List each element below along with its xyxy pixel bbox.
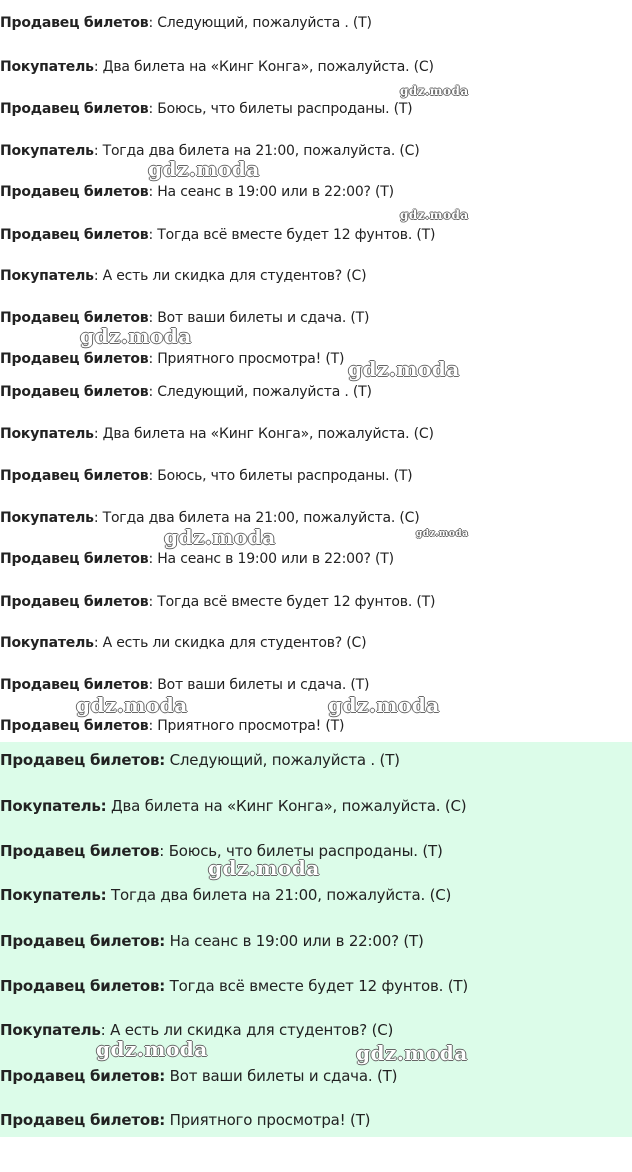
speaker-name: Продавец билетов — [0, 184, 149, 200]
line-text: Вот ваши билеты и сдача. (T) — [165, 1067, 398, 1085]
watermark: gdz.moda — [208, 856, 320, 880]
speaker-name: Продавец билетов: — [0, 1067, 166, 1085]
watermark: gdz.moda — [400, 208, 469, 222]
speaker-separator: : — [93, 59, 99, 75]
dialogue-line — [0, 267, 366, 285]
dialogue-line — [0, 886, 451, 904]
line-text: Следующий, пожалуйста . (T) — [152, 384, 372, 400]
line-text: А есть ли скидка для студентов? (C) — [98, 268, 367, 284]
dialogue-line — [0, 550, 394, 568]
speaker-separator: : — [148, 718, 153, 734]
line-text: Приятного просмотра! (T) — [152, 718, 345, 734]
speaker-separator: : — [100, 1021, 106, 1039]
line-text: А есть ли скидка для студентов? (C) — [98, 635, 367, 651]
line-text: Тогда два билета на 21:00, пожалуйста. (C) — [98, 143, 420, 159]
speaker-separator: : — [148, 468, 153, 484]
dialogue-line — [0, 634, 366, 652]
speaker-name: Продавец билетов: — [0, 1111, 166, 1129]
line-text: Два билета на «Кинг Конга», пожалуйста. (C) — [106, 797, 467, 815]
speaker-name: Продавец билетов — [0, 351, 149, 367]
dialogue-line — [0, 350, 344, 368]
line-text: А есть ли скидка для студентов? (C) — [105, 1021, 394, 1039]
watermark: gdz.moda — [400, 84, 469, 98]
line-text: На сеанс в 19:00 или в 22:00? (T) — [165, 932, 424, 950]
speaker-name: Покупатель — [0, 268, 94, 284]
speaker-name: Продавец билетов — [0, 551, 149, 567]
line-text: Боюсь, что билеты распроданы. (T) — [152, 468, 413, 484]
speaker-separator: : — [148, 227, 153, 243]
line-text: Вот ваши билеты и сдача. (T) — [152, 310, 370, 326]
line-text: Приятного просмотра! (T) — [152, 351, 345, 367]
line-text: На сеанс в 19:00 или в 22:00? (T) — [152, 184, 394, 200]
speaker-name: Покупатель — [0, 510, 94, 526]
speaker-name: Продавец билетов: — [0, 932, 166, 950]
watermark: gdz.moda — [148, 157, 260, 181]
speaker-separator: : — [93, 268, 99, 284]
dialogue-line — [0, 751, 400, 769]
watermark: gdz.moda — [356, 1041, 468, 1065]
watermark: gdz.moda — [80, 324, 192, 348]
speaker-name: Продавец билетов — [0, 101, 149, 117]
line-text: Два билета на «Кинг Конга», пожалуйста. (C) — [98, 426, 434, 442]
dialogue-line — [0, 717, 344, 735]
watermark: gdz.moda — [328, 693, 440, 717]
line-text: Тогда всё вместе будет 12 фунтов. (T) — [152, 227, 436, 243]
speaker-separator: : — [93, 143, 99, 159]
line-text: Следующий, пожалуйста . (T) — [152, 15, 372, 31]
speaker-separator: : — [148, 677, 153, 693]
speaker-name: Продавец билетов — [0, 468, 149, 484]
line-text: Приятного просмотра! (T) — [165, 1111, 371, 1129]
speaker-separator: : — [93, 510, 99, 526]
dialogue-line — [0, 593, 435, 611]
dialogue-line — [0, 100, 412, 118]
speaker-separator: : — [148, 384, 153, 400]
speaker-name: Покупатель: — [0, 797, 107, 815]
line-text: Два билета на «Кинг Конга», пожалуйста. (C) — [98, 59, 434, 75]
speaker-name: Продавец билетов — [0, 842, 160, 860]
speaker-name: Продавец билетов — [0, 718, 149, 734]
speaker-name: Покупатель — [0, 143, 94, 159]
speaker-name: Продавец билетов — [0, 15, 149, 31]
line-text: На сеанс в 19:00 или в 22:00? (T) — [152, 551, 394, 567]
dialogue-line — [0, 58, 434, 76]
watermark: gdz.moda — [76, 693, 188, 717]
speaker-name: Продавец билетов — [0, 594, 149, 610]
line-text: Тогда два билета на 21:00, пожалуйста. (C) — [106, 886, 452, 904]
line-text: Боюсь, что билеты распроданы. (T) — [164, 842, 443, 860]
speaker-name: Покупатель: — [0, 886, 107, 904]
dialogue-line — [0, 14, 372, 32]
speaker-name: Продавец билетов: — [0, 751, 166, 769]
line-text: Тогда два билета на 21:00, пожалуйста. (C) — [98, 510, 420, 526]
dialogue-line — [0, 1067, 397, 1085]
dialogue-line — [0, 977, 468, 995]
dialogue-line — [0, 676, 369, 694]
line-text: Вот ваши билеты и сдача. (T) — [152, 677, 370, 693]
dialogue-line — [0, 467, 412, 485]
line-text: Боюсь, что билеты распроданы. (T) — [152, 101, 413, 117]
speaker-separator: : — [148, 310, 153, 326]
speaker-name: Продавец билетов — [0, 310, 149, 326]
watermark: gdz.moda — [348, 357, 460, 381]
speaker-separator: : — [159, 842, 165, 860]
speaker-separator: : — [93, 426, 99, 442]
speaker-separator: : — [148, 184, 153, 200]
line-text: Тогда всё вместе будет 12 фунтов. (T) — [165, 977, 469, 995]
speaker-name: Покупатель — [0, 426, 94, 442]
watermark: gdz.moda — [96, 1037, 208, 1061]
speaker-name: Продавец билетов — [0, 227, 149, 243]
watermark: gdz.moda — [416, 529, 469, 539]
dialogue-line — [0, 1111, 370, 1129]
dialogue-line — [0, 932, 424, 950]
watermark: gdz.moda — [164, 525, 276, 549]
speaker-separator: : — [148, 551, 153, 567]
dialogue-line — [0, 226, 435, 244]
speaker-separator: : — [148, 351, 153, 367]
speaker-name: Продавец билетов — [0, 677, 149, 693]
dialogue-line — [0, 383, 372, 401]
speaker-separator: : — [148, 594, 153, 610]
speaker-name: Покупатель — [0, 59, 94, 75]
dialogue-line — [0, 425, 434, 443]
dialogue-line — [0, 183, 394, 201]
speaker-name: Покупатель — [0, 1021, 101, 1039]
line-text: Следующий, пожалуйста . (T) — [165, 751, 400, 769]
speaker-separator: : — [148, 15, 153, 31]
speaker-separator: : — [148, 101, 153, 117]
speaker-name: Продавец билетов — [0, 384, 149, 400]
speaker-name: Покупатель — [0, 635, 94, 651]
line-text: Тогда всё вместе будет 12 фунтов. (T) — [152, 594, 436, 610]
speaker-name: Продавец билетов: — [0, 977, 166, 995]
dialogue-line — [0, 797, 466, 815]
speaker-separator: : — [93, 635, 99, 651]
